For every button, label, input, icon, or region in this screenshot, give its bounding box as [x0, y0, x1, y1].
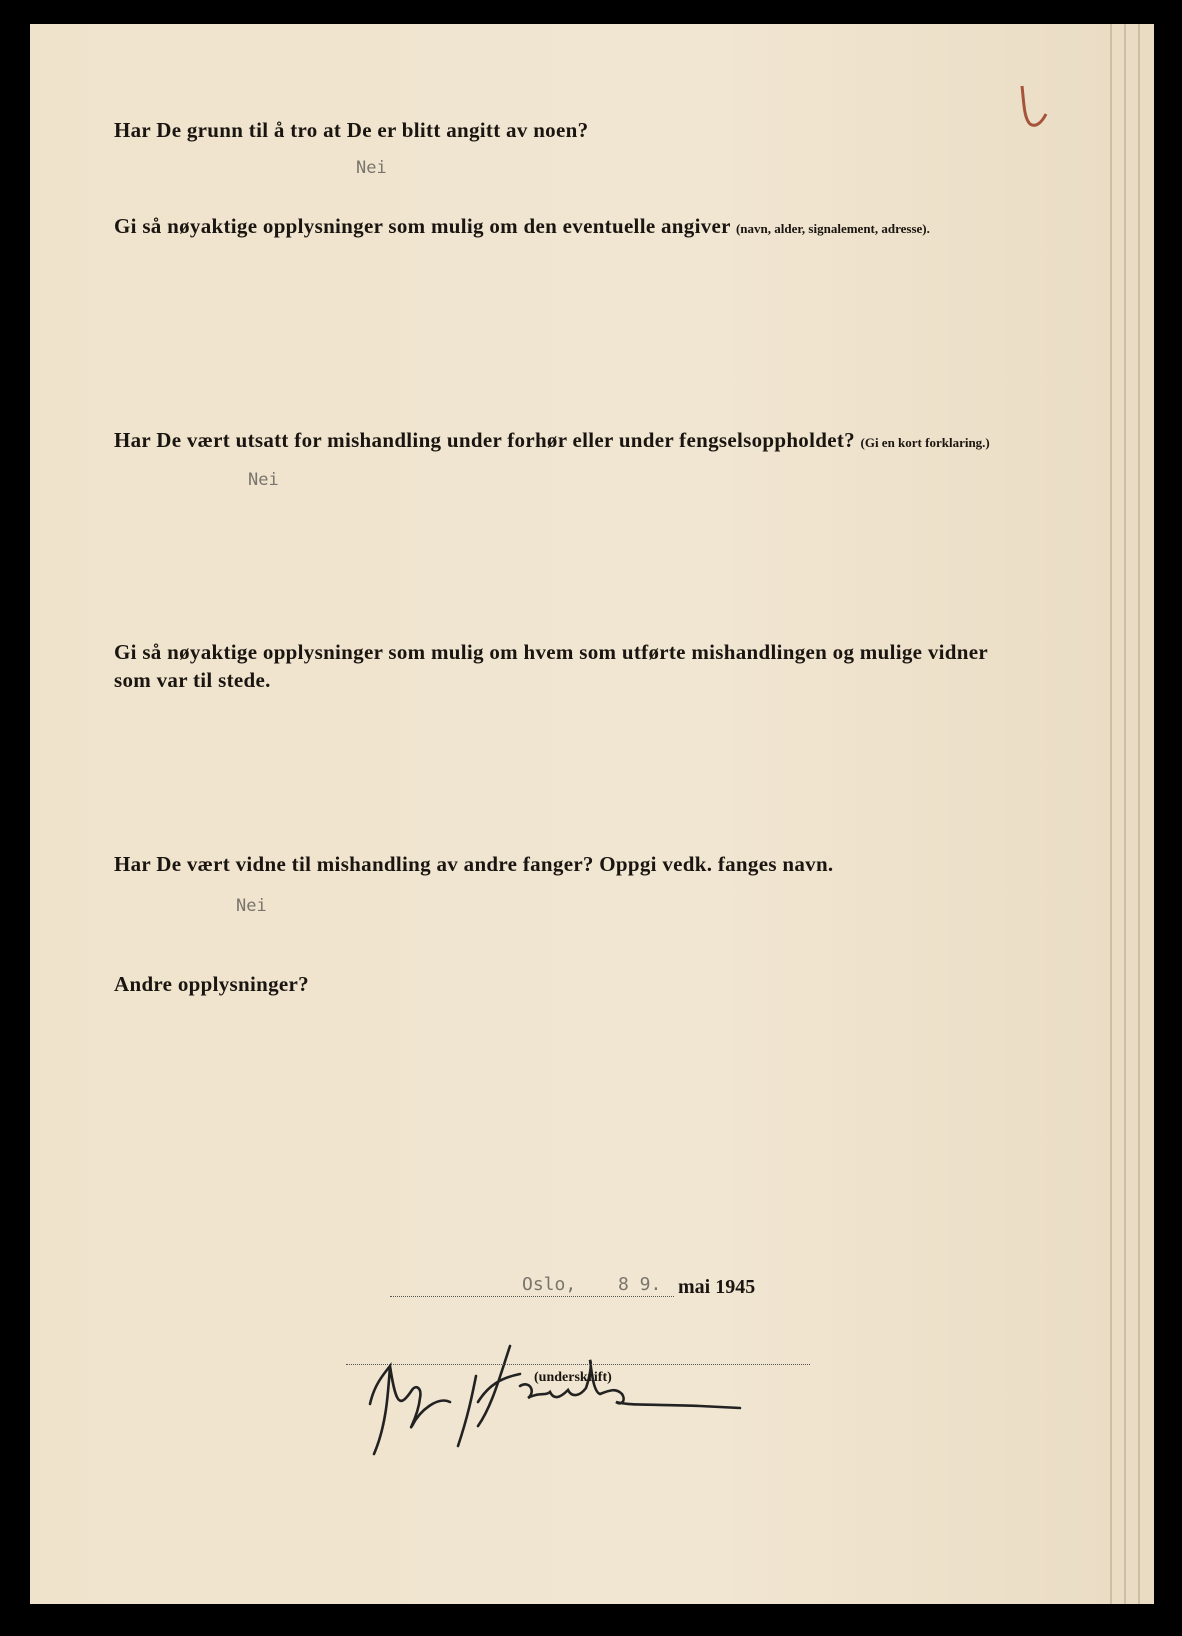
answer-mistreatment: Nei — [248, 470, 279, 490]
date-line — [390, 1296, 674, 1297]
question-other-info: Andre opplysninger? — [114, 972, 309, 996]
question-perpetrator-line1: Gi så nøyaktige opplysninger som mulig om hvem som utførte mishandlingen og mulige vidner — [114, 640, 988, 664]
document-page — [30, 24, 1154, 1604]
ink-mark — [1014, 84, 1054, 134]
date-month-year: mai 1945 — [678, 1276, 756, 1298]
date-place: Oslo, — [522, 1274, 577, 1295]
page-edge — [1124, 24, 1126, 1604]
date-day: 8 9. — [618, 1274, 662, 1295]
question-informer-details — [114, 214, 930, 239]
answer-denounced: Nei — [356, 158, 387, 178]
bleed-through-text — [114, 72, 119, 94]
question-informer-details-text: Gi så nøyaktige opplysninger som mulig om den eventuelle angiver — [114, 214, 731, 238]
question-mistreatment-text: Har De vært utsatt for mishandling under forhør eller under fengselsoppholdet? — [114, 428, 855, 452]
question-mistreatment-note: (Gi en kort forklaring.) — [860, 435, 990, 450]
signature-label: (underskrift) — [534, 1370, 612, 1385]
question-witness: Har De vært vidne til mishandling av andre fanger? Oppgi vedk. fanges navn. — [114, 852, 834, 876]
question-mistreatment — [114, 428, 990, 453]
page-edge — [1138, 24, 1140, 1604]
page-edge — [1110, 24, 1112, 1604]
question-perpetrator-line2: som var til stede. — [114, 668, 271, 692]
signature — [360, 1336, 760, 1476]
question-denounced: Har De grunn til å tro at De er blitt angitt av noen? — [114, 118, 589, 142]
signature-line — [346, 1364, 810, 1365]
question-informer-details-note: (navn, alder, signalement, adresse). — [735, 221, 930, 236]
answer-witness: Nei — [236, 896, 267, 916]
